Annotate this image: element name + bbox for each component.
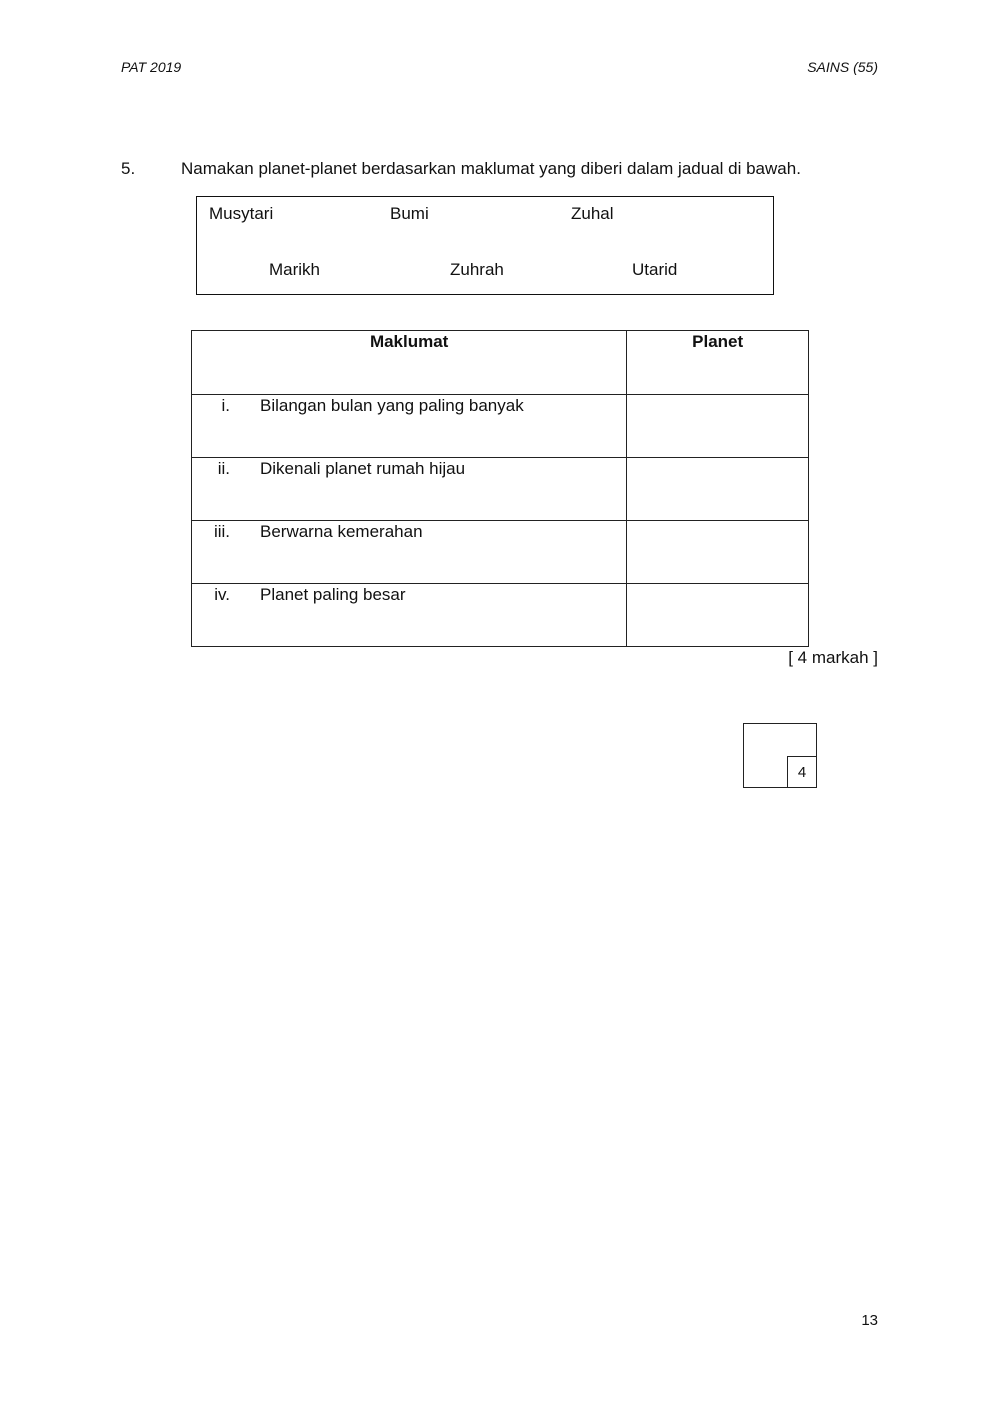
- question-text: Namakan planet-planet berdasarkan maklumat yang diberi dalam jadual di bawah.: [181, 159, 801, 178]
- table-row: [192, 395, 809, 458]
- info-cell: [192, 458, 627, 521]
- row-number: iv.: [214, 585, 230, 604]
- answer-cell[interactable]: [627, 458, 809, 521]
- marks-label: [ 4 markah ]: [788, 648, 878, 667]
- header-planet: Planet: [627, 331, 809, 395]
- header-exam-title: PAT 2019: [121, 59, 182, 75]
- row-number: ii.: [217, 459, 230, 478]
- table-row: [192, 584, 809, 647]
- info-cell: [192, 395, 627, 458]
- header-subject: SAINS (55): [807, 59, 878, 75]
- info-cell: [192, 521, 627, 584]
- score-total: 4: [787, 756, 817, 788]
- word-bank-item[interactable]: Musytari: [209, 204, 274, 223]
- word-bank-box: [196, 196, 774, 295]
- answer-cell[interactable]: [627, 395, 809, 458]
- word-bank-item[interactable]: Zuhrah: [450, 260, 504, 279]
- word-bank-item[interactable]: Zuhal: [571, 204, 614, 223]
- planet-info-table: [191, 330, 809, 647]
- answer-cell[interactable]: [627, 584, 809, 647]
- header-maklumat: Maklumat: [192, 331, 627, 395]
- table-row: [192, 521, 809, 584]
- row-number: iii.: [213, 522, 230, 541]
- page-number: 13: [861, 1312, 878, 1329]
- row-description: Bilangan bulan yang paling banyak: [260, 396, 524, 415]
- word-bank-item[interactable]: Utarid: [632, 260, 678, 279]
- info-cell: [192, 584, 627, 647]
- table-header-row: [192, 331, 809, 395]
- row-description: Planet paling besar: [260, 585, 406, 604]
- answer-cell[interactable]: [627, 521, 809, 584]
- row-description: Berwarna kemerahan: [260, 522, 423, 541]
- word-bank-item[interactable]: Marikh: [269, 260, 321, 279]
- table-row: [192, 458, 809, 521]
- row-number: i.: [221, 396, 230, 415]
- row-description: Dikenali planet rumah hijau: [260, 459, 466, 478]
- word-bank-item[interactable]: Bumi: [390, 204, 429, 223]
- question-number: 5.: [121, 159, 136, 178]
- score-box: [743, 723, 817, 788]
